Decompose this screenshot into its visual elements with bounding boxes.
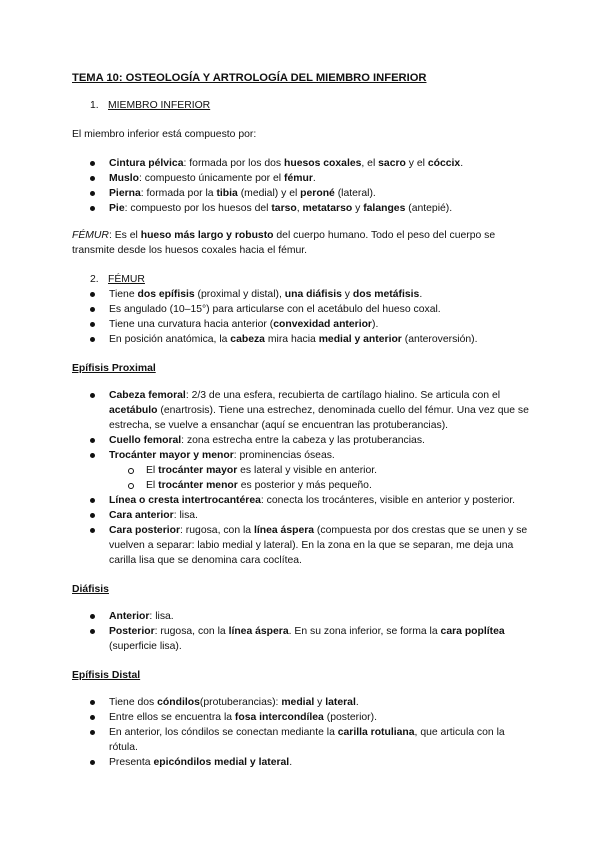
list-item: Es angulado (10–15°) para articularse con el acetábulo del hueso coxal. (72, 302, 530, 317)
intro-paragraph: El miembro inferior está compuesto por: (72, 129, 257, 140)
list-item: Tiene dos epífisis (proximal y distal), una diáfisis y dos metáfisis. (72, 287, 530, 302)
list-item: Presenta epicóndilos medial y lateral. (72, 755, 530, 770)
list-item: Anterior: lisa. (72, 609, 530, 624)
list-item: Muslo: compuesto únicamente por el fémur. (72, 171, 530, 186)
list-item: Entre ellos se encuentra la fosa intercondílea (posterior). (72, 710, 530, 725)
list-item: En anterior, los cóndilos se conectan mediante la carilla rotuliana, que articula con la rótula. (72, 725, 530, 755)
section-heading-miembro-inferior (90, 98, 530, 113)
section-number: 1. (90, 100, 99, 111)
list-item: Cintura pélvica: formada por los dos huesos coxales, el sacro y el cóccix. (72, 156, 530, 171)
list-item: Cara posterior: rugosa, con la línea áspera (compuesta por dos crestas que se unen y se vuelven a separar: labio medial y lateral). En la zona en la que se separan, me deja una carilla lisa que se denomina cara coclítea. (72, 523, 530, 568)
section-heading-femur (90, 272, 530, 287)
sublist-item: El trocánter mayor es lateral y visible en anterior. (109, 463, 530, 478)
list-item: Cuello femoral: zona estrecha entre la cabeza y las protuberancias. (72, 433, 530, 448)
miembro-inferior-list (72, 156, 530, 216)
list-item: Cabeza femoral: 2/3 de una esfera, recubierta de cartílago hialino. Se articula con el acetábulo (enartrosis). Tiene una estrechez, denominada cuello del fémur. Una vez que se estrecha, se vuelve a ensanchar (aquí se encuentran las protuberancias). (72, 388, 530, 433)
list-item: Trocánter mayor y menor: prominencias óseas. El trocánter mayor es lateral y visible en anterior. El trocánter menor es posterior y más pequeño. (72, 448, 530, 493)
femur-list (72, 287, 530, 347)
diafisis-heading: Diáfisis (72, 584, 109, 595)
list-item: Tiene una curvatura hacia anterior (convexidad anterior). (72, 317, 530, 332)
diafisis-list (72, 609, 530, 654)
list-item: Posterior: rugosa, con la línea áspera. En su zona inferior, se forma la cara poplítea (superficie lisa). (72, 624, 530, 654)
epifisis-proximal-heading: Epífisis Proximal (72, 363, 156, 374)
list-item: Pie: compuesto por los huesos del tarso, metatarso y falanges (antepié). (72, 201, 530, 216)
femur-note-paragraph: FÉMUR: Es el hueso más largo y robusto del cuerpo humano. Todo el peso del cuerpo se transmite desde los huesos coxales hacia el fémur. (72, 230, 496, 256)
epifisis-proximal-list (72, 388, 530, 568)
trocanter-sublist (109, 463, 530, 493)
section-number: 2. (90, 274, 99, 285)
list-item: Línea o cresta intertrocantérea: conecta los trocánteres, visible en anterior y posterior. (72, 493, 530, 508)
epifisis-distal-list (72, 695, 530, 770)
section-title: MIEMBRO INFERIOR (108, 100, 211, 111)
list-item: Pierna: formada por la tibia (medial) y el peroné (lateral). (72, 186, 530, 201)
sublist-item: El trocánter menor es posterior y más pequeño. (109, 478, 530, 493)
list-item: En posición anatómica, la cabeza mira hacia medial y anterior (anteroversión). (72, 332, 530, 347)
section-title: FÉMUR (108, 274, 145, 285)
epifisis-distal-heading: Epífisis Distal (72, 670, 141, 681)
page-title: TEMA 10: OSTEOLOGÍA Y ARTROLOGÍA DEL MIEMBRO INFERIOR (72, 72, 427, 84)
list-item: Cara anterior: lisa. (72, 508, 530, 523)
list-item: Tiene dos cóndilos(protuberancias): medial y lateral. (72, 695, 530, 710)
